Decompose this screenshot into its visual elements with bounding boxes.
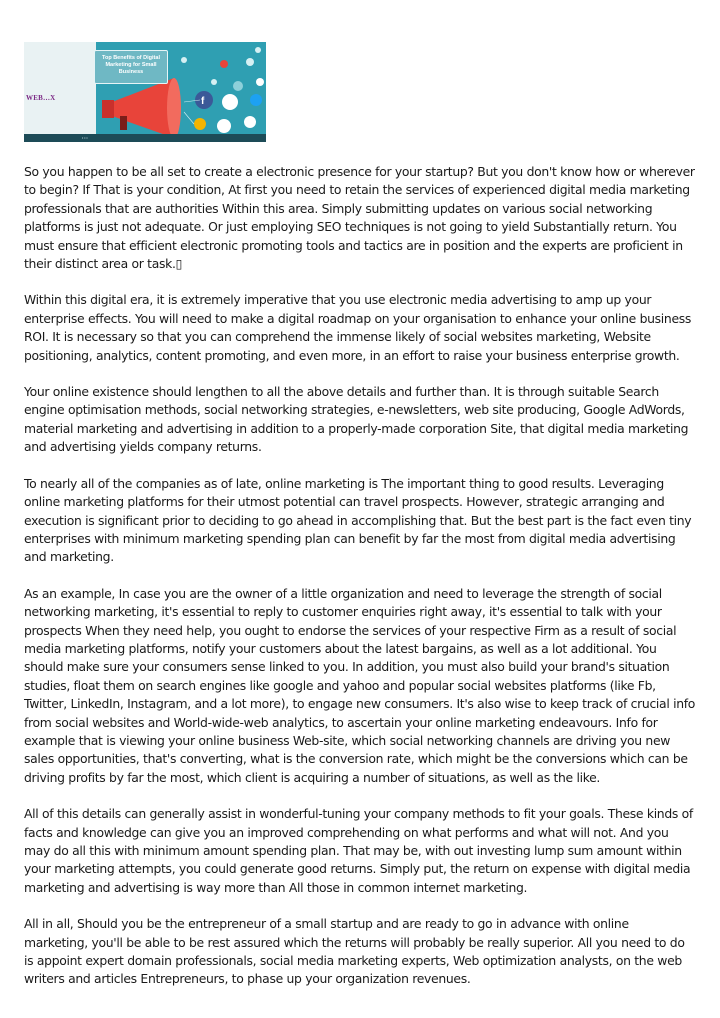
article-paragraph: As an example, In case you are the owner of a little organization and need to leverage the strength of social networking marketing, it's essential to reply to customer enquiries right away, it's essential to talk with your prospects When they need help, you ought to endorse the services of your respective Firm as a result of social media marketing platforms, notify your customers about the latest bargains, as well as a lot additional. You should make sure your consumers sense linked to you. In addition, you must also build your brand's situation studies, float them on search engines like google and yahoo and popular social websites platforms (like Fb, Twitter, LinkedIn, Instagram, and a lot more), to engage new consumers. It's also wise to keep track of crucial info from social websites and World-wide-web analytics, to ascertain your online marketing endeavours. Info for example that is viewing your online business Web-site, which social networking channels are driving you new sales opportunities, that's converting, what is the conversion rate, which might be the conversions which can be driving profits by far the most, which client is acquiring a number of situations, as well as the like.: [24, 585, 696, 785]
twitter-icon: [250, 94, 262, 106]
banner-title-box: [94, 50, 168, 84]
bubble-icon: [246, 58, 254, 66]
dot-icon: [181, 57, 187, 63]
star-icon: [194, 118, 206, 130]
dot-icon: [211, 79, 217, 85]
heart-icon: [256, 78, 264, 86]
banner-title-line: Top Benefits of Digital: [102, 55, 160, 61]
megaphone-handle-icon: [102, 100, 114, 118]
megaphone-grip-icon: [120, 116, 127, 130]
chat-icon: [222, 94, 238, 110]
banner-contact-bar: • • •: [24, 134, 266, 142]
dot-icon: [255, 47, 261, 53]
svg-text:f: f: [201, 96, 205, 107]
article-paragraph: All of this details can generally assist in wonderful-tuning your company methods to fit your goals. These kinds of facts and knowledge can give you an improved comprehending on what performs and what will not. And you may do all this with minimum amount spending plan. That may be, with out investing lump sum amount within your marketing attempts, you could generate good returns. Simply put, the return on expense with digital media marketing and advertising is way more than All those in common internet marketing.: [24, 806, 693, 895]
megaphone-mouth-icon: [167, 78, 181, 138]
article-paragraph: So you happen to be all set to create a electronic presence for your startup? But you don't know how or wherever to begin? If That is your condition, At first you need to retain the services of experienced digital media marketing professionals that are authorities Within this area. Simply submitting updates on various social networking platforms is just not adequate. Or just employing SEO techniques is not going to yield Substantially return. You must ensure that efficient electronic promoting tools and tactics are in position and the experts are proficient in their distinct area or task.▯: [24, 164, 695, 272]
search-icon: [217, 119, 231, 133]
mail-icon: [233, 81, 243, 91]
banner-title-line: Marketing for Small: [105, 62, 157, 68]
article-paragraph: All in all, Should you be the entrepreneur of a small startup and are ready to go in advance with online marketing, you'll be able to be rest assured which the returns will probably be really superior. All you need to do is appoint expert domain professionals, social media marketing experts, Web optimization analysts, on the web writers and articles Entrepreneurs, to phase up your organization revenues.: [24, 916, 685, 987]
globe-icon: [244, 116, 256, 128]
article-paragraph: To nearly all of the companies as of late, online marketing is The important thing to good results. Leveraging online marketing platforms for their utmost potential can travel prospects. However, strategic arranging and execution is significant prior to deciding to go ahead in accomplishing that. But the best part is the fact even tiny enterprises with minimum marketing spending plan can benefit by far the most from digital media advertising and marketing.: [24, 475, 692, 565]
article-body: [24, 163, 696, 1007]
article-paragraph: Your online existence should lengthen to all the above details and further than. It is through suitable Search engine optimisation methods, social networking strategies, e-newsletters, web site producing, Google AdWords, material marketing and advertising in addition to a properly-made corporation Site, that digital media marketing and advertising yields company returns.: [24, 384, 689, 455]
article-paragraph: Within this digital era, it is extremely imperative that you use electronic media advertising to amp up your enterprise effects. You will need to make a digital roadmap on your organisation to enhance your online business ROI. It is necessary so that you can comprehend the immense likely of social websites marketing, Website positioning, analytics, content promoting, and even more, in an effort to raise your business enterprise growth.: [24, 292, 692, 363]
hero-banner-image: [24, 42, 266, 142]
like-icon: [220, 60, 228, 68]
banner-title-line: Business: [118, 69, 144, 75]
brand-logo: WEB…X: [26, 94, 56, 102]
